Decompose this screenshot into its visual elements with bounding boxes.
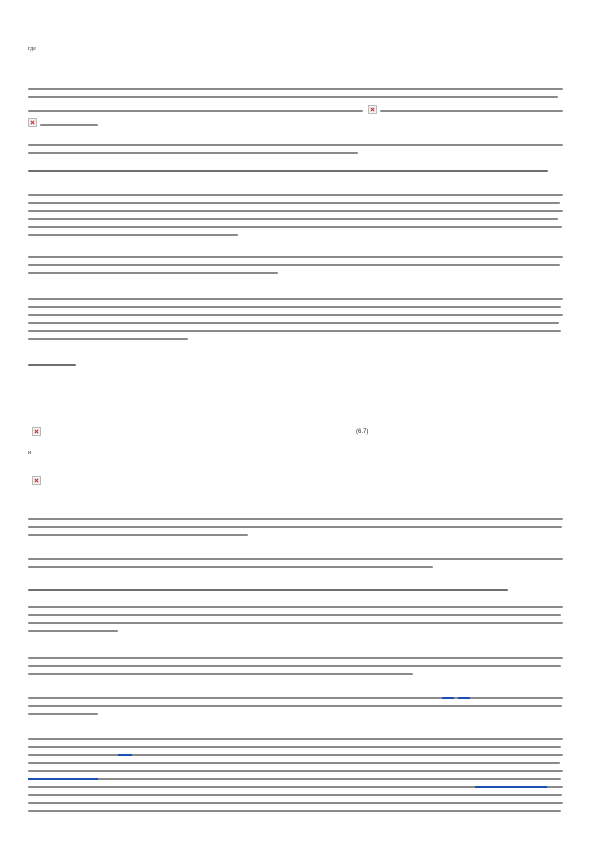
paragraph-intro	[28, 88, 563, 104]
lead-word: где	[28, 46, 36, 52]
paragraph-6-9-5	[28, 558, 563, 574]
conjunction-text: и	[28, 450, 32, 456]
paragraph-6-10-2	[28, 657, 563, 681]
paragraph-6-9-4	[28, 364, 563, 372]
link-clause-5-4[interactable]	[442, 697, 454, 699]
paragraph-6-9-3	[28, 298, 563, 346]
paragraph-6-10	[28, 589, 563, 597]
paragraph-intro-cont	[28, 110, 368, 118]
formula-image-2	[28, 118, 37, 127]
paragraph-6-9-2	[28, 256, 563, 280]
link-clause-5-5[interactable]	[458, 697, 470, 699]
equation-number: (6.7)	[356, 429, 369, 435]
paragraph-6-10-1	[28, 606, 563, 638]
paragraph-6-8-4	[28, 144, 563, 160]
paragraph-intro-tail	[380, 110, 563, 118]
link-sanpin-reference-1[interactable]	[28, 778, 98, 780]
paragraph-6-9	[28, 170, 563, 178]
paragraph-final	[28, 738, 563, 818]
link-sanpin-reference-2[interactable]	[475, 786, 547, 788]
paragraph-6-9-1	[28, 194, 563, 242]
formula-image-1	[368, 105, 377, 114]
equation-image-2	[32, 476, 41, 485]
paragraph-intro-end	[40, 124, 100, 132]
paragraph-after-equations	[28, 518, 563, 542]
equation-image-1	[32, 427, 41, 436]
link-clause-6-6[interactable]	[118, 754, 132, 756]
paragraph-6-10-3	[28, 697, 563, 721]
